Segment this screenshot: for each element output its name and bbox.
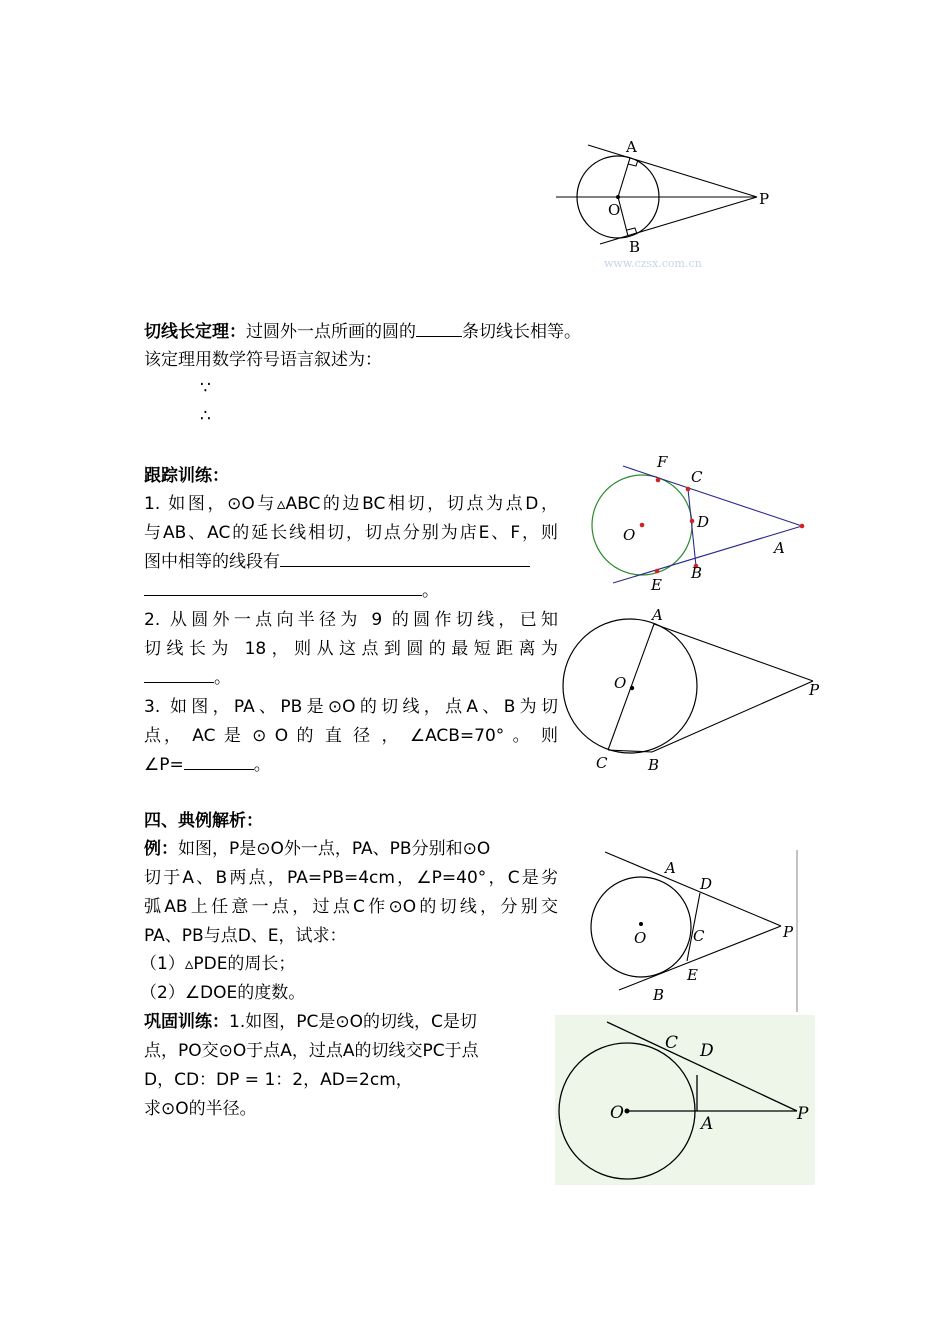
segment-bc <box>688 489 696 566</box>
point-c <box>686 487 691 492</box>
label-a: A <box>626 138 637 156</box>
q2-line-2: 切线长为 18，则从这点到圆的最短距离为 <box>144 639 558 659</box>
consolidate-line-3: D，CD：DP = 1：2，AD=2cm， <box>144 1070 413 1090</box>
q3-line-3: ∠P= 。 <box>144 755 271 775</box>
point-o <box>640 523 645 528</box>
q1-blank-1[interactable] <box>280 552 530 567</box>
label-p: P <box>809 681 820 699</box>
label-d: D <box>700 875 713 893</box>
therefore-symbol: ∴ <box>200 406 211 426</box>
example-line-1: 例：如图，P是⊙O外一点，PA、PB分别和⊙O <box>144 839 491 859</box>
label-o: O <box>608 201 621 219</box>
label-c: C <box>693 927 705 945</box>
center-dot <box>630 686 634 690</box>
label-b: B <box>691 564 703 582</box>
label-b: B <box>648 756 660 774</box>
consolidate-line-1: 巩固训练：1.如图，PC是⊙O的切线，C是切 <box>144 1012 477 1032</box>
label-a: A <box>701 1114 714 1134</box>
q2-line-3: 。 <box>144 667 231 689</box>
example-line-2: 切于A、B两点，PA=PB=4cm，∠P=40°，C是劣 <box>144 868 558 888</box>
tracking-title: 跟踪训练： <box>144 466 229 486</box>
label-a: A <box>665 859 676 877</box>
point-f <box>656 478 661 483</box>
figure-background <box>555 1015 815 1185</box>
theorem-line-2: 该定理用数学符号语言叙述为： <box>144 350 382 370</box>
example-label: 例： <box>144 839 178 859</box>
center-dot <box>616 195 620 199</box>
figure-example-pde <box>585 842 805 1014</box>
section-title: 四、典例解析： <box>144 811 263 831</box>
q1-line-3: 图中相等的线段有 <box>144 551 530 573</box>
consolidate-label: 巩固训练： <box>144 1012 229 1032</box>
label-a: A <box>652 606 663 624</box>
example-line-4: PA、PB与点D、E，试求： <box>144 926 347 946</box>
theorem-text-before: 过圆外一点所画的圆的 <box>246 322 416 342</box>
figure-consolidate <box>555 1015 815 1185</box>
label-p: P <box>797 1104 809 1124</box>
circle-o <box>563 619 697 753</box>
point-e <box>655 569 660 574</box>
label-o: O <box>634 929 647 947</box>
label-o: O <box>610 1103 624 1123</box>
label-c: C <box>596 754 608 772</box>
example-question-2: （2）∠DOE的度数。 <box>140 983 306 1003</box>
label-o: O <box>614 674 627 692</box>
q1-line-2: 与AB、AC的延长线相切，切点分别为店E、F，则 <box>144 523 558 543</box>
label-d: D <box>700 1041 714 1061</box>
q3-blank[interactable] <box>184 755 254 770</box>
figure-tangent-theorem <box>550 130 790 275</box>
consolidate-line-2: 点，PO交⊙O于点A，过点A的切线交PC于点 <box>144 1041 479 1061</box>
label-a: A <box>774 539 785 557</box>
figure-triangle-abc-tangent <box>585 450 815 590</box>
tangent-line-pa <box>588 145 757 197</box>
tangent-pa <box>654 624 813 681</box>
label-e: E <box>687 966 698 984</box>
tangent-pb <box>652 681 813 752</box>
q1-line-1: 1. 如图，⊙O与▵ABC的边BC相切，切点为点D， <box>144 494 558 514</box>
point-a <box>800 524 805 529</box>
point-d <box>690 519 695 524</box>
q2-blank[interactable] <box>144 668 214 683</box>
label-d: D <box>697 513 710 531</box>
label-b: B <box>653 986 665 1004</box>
line-af <box>623 466 802 526</box>
theorem-text-after: 条切线长相等。 <box>462 322 581 342</box>
q3-line-2: 点， AC 是 ⊙ O 的 直 径 ， ∠ACB=70° 。 则 <box>144 726 558 746</box>
q3-line-1: 3. 如图，PA、PB是⊙O的切线，点A、B为切 <box>144 697 558 717</box>
q2-line-1: 2. 从圆外一点向半径为 9 的圆作切线，已知 <box>144 610 558 630</box>
q1-blank-2[interactable] <box>144 581 422 596</box>
label-b: B <box>629 238 641 256</box>
label-e: E <box>651 576 662 590</box>
label-c: C <box>665 1033 679 1053</box>
theorem-line <box>144 321 581 343</box>
center-dot <box>639 922 643 926</box>
center-dot <box>625 1109 630 1114</box>
theorem-title: 切线长定理： <box>144 322 246 342</box>
figure-diameter-ac <box>560 602 825 777</box>
label-c: C <box>691 468 703 486</box>
q1-line-4: 。 <box>144 580 439 602</box>
label-f: F <box>657 453 668 471</box>
watermark: www.czsx.com.cn <box>604 257 702 270</box>
example-question-1: （1）▵PDE的周长； <box>140 954 296 974</box>
circle-o <box>591 877 691 977</box>
label-o: O <box>623 526 636 544</box>
because-symbol: ∵ <box>200 378 211 398</box>
example-line-3: 弧AB上任意一点，过点C作⊙O的切线，分别交 <box>144 897 558 917</box>
tangent-pa <box>605 852 781 926</box>
consolidate-line-4: 求⊙O的半径。 <box>144 1099 257 1119</box>
label-p: P <box>783 923 794 941</box>
label-p: P <box>759 190 770 208</box>
theorem-blank[interactable] <box>416 322 462 337</box>
